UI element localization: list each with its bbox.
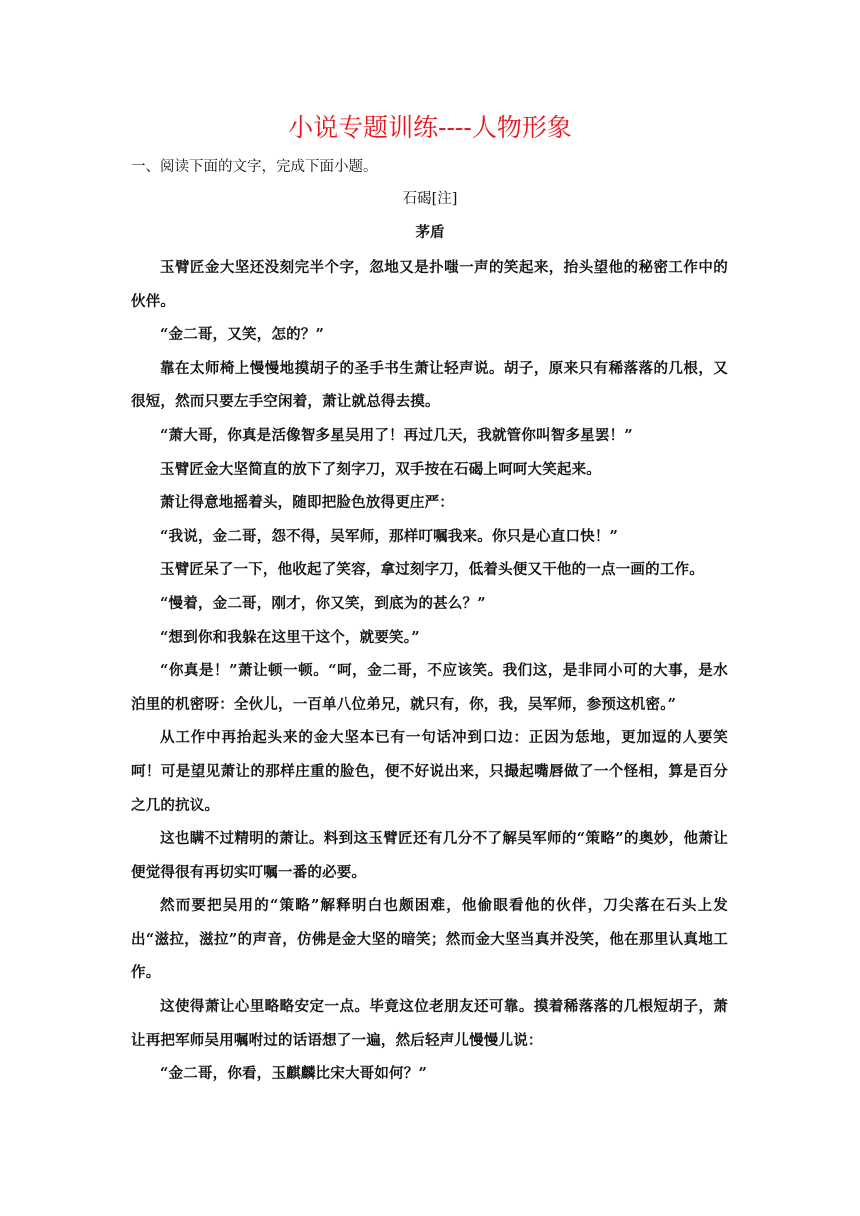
paragraph: 从工作中再抬起头来的金大坚本已有一句话冲到口边：正因为恁地，更加逗的人要笑呵！可是望见萧让的那样庄重的脸色，便不好说出来，只撮起嘴唇做了一个怪相，算是百分之几的抗议。: [131, 729, 728, 814]
paragraph: “慢着，金二哥，刚才，你又笑，到底为的甚么？”: [160, 594, 486, 612]
paragraph: 玉臂匠呆了一下，他收起了笑容，拿过刻字刀，低着头便又干他的一点一画的工作。: [160, 561, 704, 579]
document-title: 小说专题训练----人物形象: [288, 113, 572, 142]
paragraph: 靠在太师椅上慢慢地摸胡子的圣手书生萧让轻声说。胡子，原来只有稀落落的几根，又很短，然而只要左手空闲着，萧让就总得去摸。: [131, 359, 728, 411]
paragraph: 这使得萧让心里略略安定一点。毕竟这位老朋友还可靠。摸着稀落落的几根短胡子，萧让再把军师吴用嘱咐过的话语想了一遍，然后轻声儿慢慢儿说：: [131, 998, 728, 1049]
paragraph: “萧大哥，你真是活像智多星吴用了！再过几天，我就管你叫智多星罢！”: [160, 426, 633, 444]
story-author: 茅盾: [415, 224, 445, 241]
paragraph: 萧让得意地摇着头，随即把脸色放得更庄严：: [160, 494, 454, 512]
question-instruction: 一、阅读下面的文字，完成下面小题。: [131, 159, 378, 175]
story-title: 石碣[注]: [402, 191, 458, 207]
paragraph: 玉臂匠金大坚简直的放下了刻字刀，双手按在石碣上呵呵大笑起来。: [160, 460, 601, 478]
paragraph: “想到你和我躲在这里干这个，就要笑。”: [160, 628, 420, 646]
paragraph: 玉臂匠金大坚还没刻完半个字，忽地又是扑嗤一声的笑起来，抬头望他的秘密工作中的伙伴。: [131, 259, 728, 310]
paragraph: “金二哥，又笑，怎的？”: [160, 326, 325, 344]
paragraph: 然而要把吴用的“策略”解释明白也颇困难，他偷眼看他的伙伴，刀尖落在石头上发出“滋拉，滋拉”的声音，仿佛是金大坚的暗笑；然而金大坚当真并没笑，他在那里认真地工作。: [131, 897, 728, 982]
paragraph: “你真是！”萧让顿一顿。“呵，金二哥，不应该笑。我们这，是非同小可的大事，是水泊里的机密呀：全伙儿，一百单八位弟兄，就只有，你，我，吴军师，参预这机密。”: [131, 662, 728, 713]
paragraph: 这也瞒不过精明的萧让。料到这玉臂匠还有几分不了解吴军师的“策略”的奥妙，他萧让便觉得很有再切实叮嘱一番的必要。: [131, 830, 728, 881]
paragraph: “我说，金二哥，怨不得，吴军师，那样叮嘱我来。你只是心直口快！”: [160, 527, 619, 545]
story-body: [131, 251, 728, 1091]
paragraph: “金二哥，你看，玉麒麟比宋大哥如何？”: [160, 1065, 427, 1083]
